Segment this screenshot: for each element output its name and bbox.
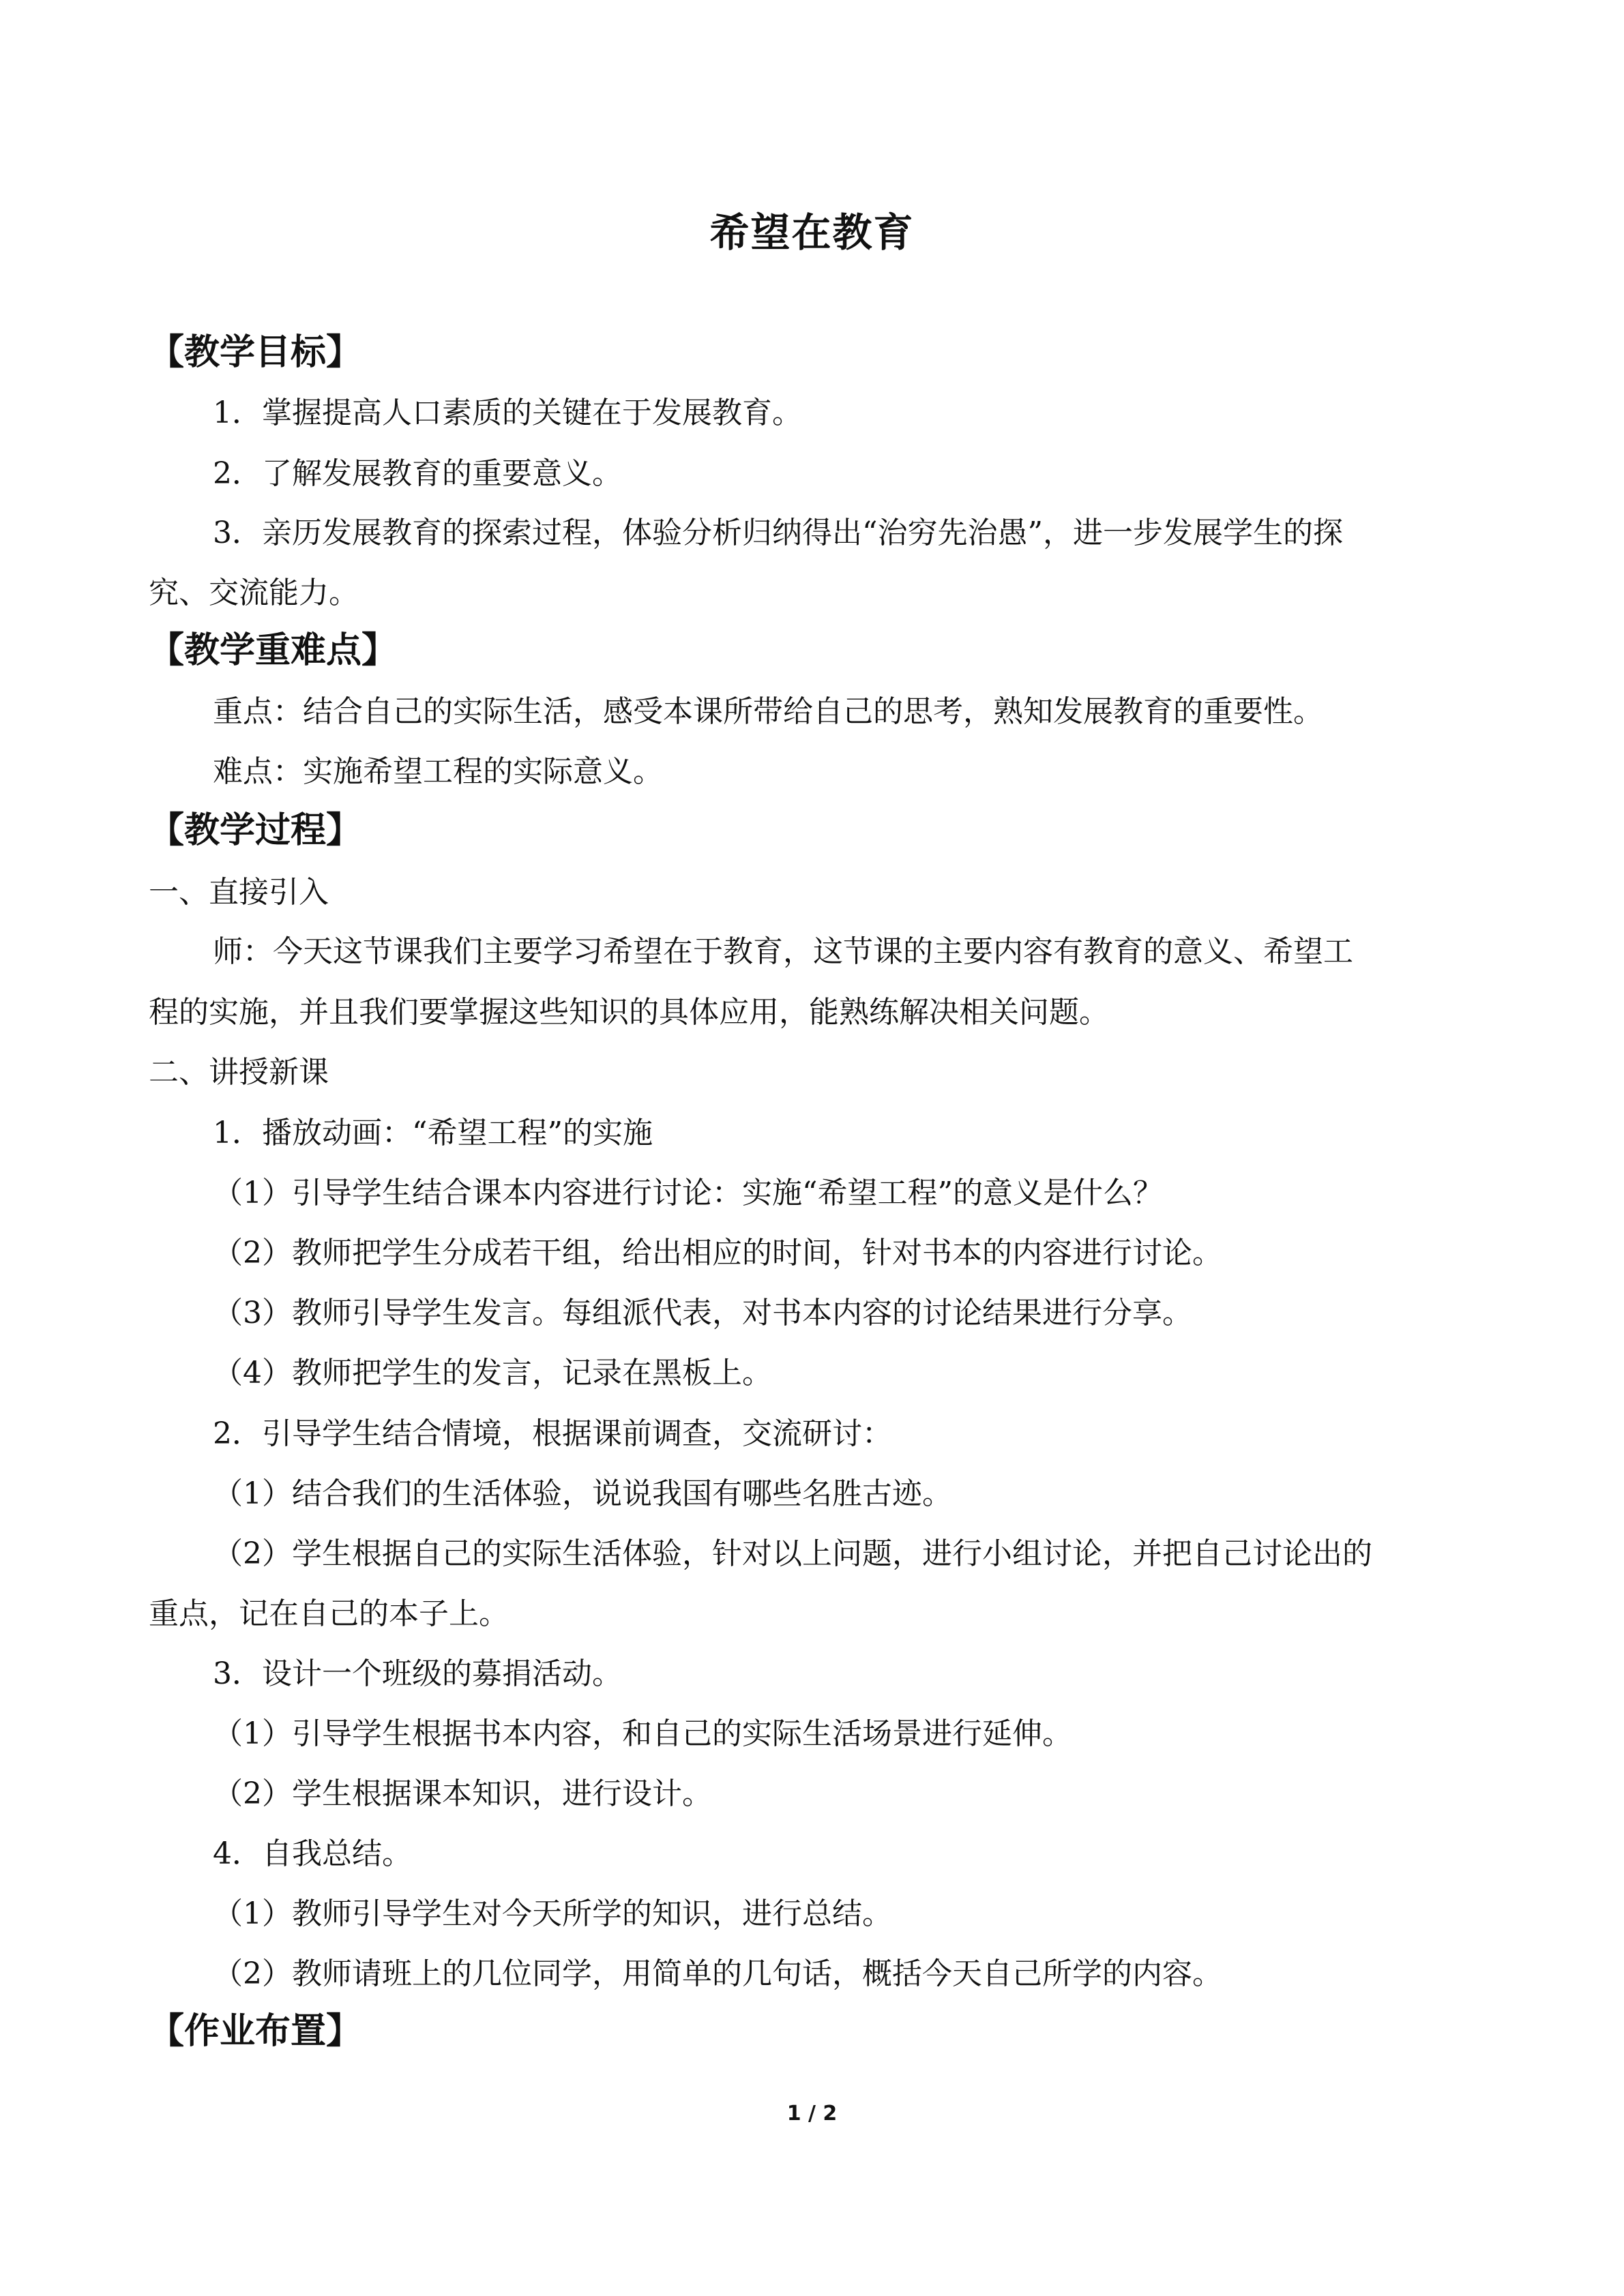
step-3: 3．设计一个班级的募捐活动。 <box>213 1656 622 1691</box>
step-2-item: （2）学生根据自己的实际生活体验，针对以上问题，进行小组讨论，并把自己讨论出的 <box>213 1536 1372 1571</box>
step-4: 4．自我总结。 <box>213 1836 412 1871</box>
step-2-item-continued: 重点，记在自己的本子上。 <box>149 1596 509 1631</box>
step-3-item: （2）学生根据课本知识，进行设计。 <box>213 1776 712 1811</box>
step-4-item: （1）教师引导学生对今天所学的知识，进行总结。 <box>213 1896 892 1931</box>
step-2: 2．引导学生结合情境，根据课前调查，交流研讨： <box>213 1416 892 1451</box>
page-number: 1 / 2 <box>786 2102 838 2126</box>
key-point-important: 重点：结合自己的实际生活，感受本课所带给自己的思考，熟知发展教育的重要性。 <box>213 694 1323 729</box>
objective-item: 1．掌握提高人口素质的关键在于发展教育。 <box>213 396 802 430</box>
process-part1-title: 一、直接引入 <box>149 875 329 910</box>
objective-item-continued: 究、交流能力。 <box>149 576 359 610</box>
objective-item: 3．亲历发展教育的探索过程，体验分析归纳得出“治穷先治愚”，进一步发展学生的探 <box>213 516 1343 550</box>
process-part1-text-continued: 程的实施，并且我们要掌握这些知识的具体应用，能熟练解决相关问题。 <box>149 995 1109 1030</box>
step-4-item: （2）教师请班上的几位同学，用简单的几句话，概括今天自己所学的内容。 <box>213 1956 1222 1991</box>
homework-heading: 【作业布置】 <box>149 2011 362 2052</box>
objective-item: 2．了解发展教育的重要意义。 <box>213 456 622 491</box>
step-1-item: （2）教师把学生分成若干组，给出相应的时间，针对书本的内容进行讨论。 <box>213 1236 1222 1270</box>
step-2-item: （1）结合我们的生活体验，说说我国有哪些名胜古迹。 <box>213 1476 952 1511</box>
process-part1-text: 师：今天这节课我们主要学习希望在于教育，这节课的主要内容有教育的意义、希望工 <box>213 934 1353 969</box>
process-part2-title: 二、讲授新课 <box>149 1055 329 1090</box>
step-1-item: （3）教师引导学生发言。每组派代表，对书本内容的讨论结果进行分享。 <box>213 1296 1192 1330</box>
step-3-item: （1）引导学生根据书本内容，和自己的实际生活场景进行延伸。 <box>213 1716 1072 1751</box>
step-1: 1．播放动画：“希望工程”的实施 <box>213 1116 653 1150</box>
key-points-heading: 【教学重难点】 <box>149 630 398 671</box>
step-1-item: （1）引导学生结合课本内容进行讨论：实施“希望工程”的意义是什么？ <box>213 1176 1163 1210</box>
process-heading: 【教学过程】 <box>149 810 362 851</box>
key-point-difficult: 难点：实施希望工程的实际意义。 <box>213 754 663 789</box>
objectives-heading: 【教学目标】 <box>149 332 362 373</box>
step-1-item: （4）教师把学生的发言，记录在黑板上。 <box>213 1356 772 1390</box>
document-title: 希望在教育 <box>709 209 915 256</box>
